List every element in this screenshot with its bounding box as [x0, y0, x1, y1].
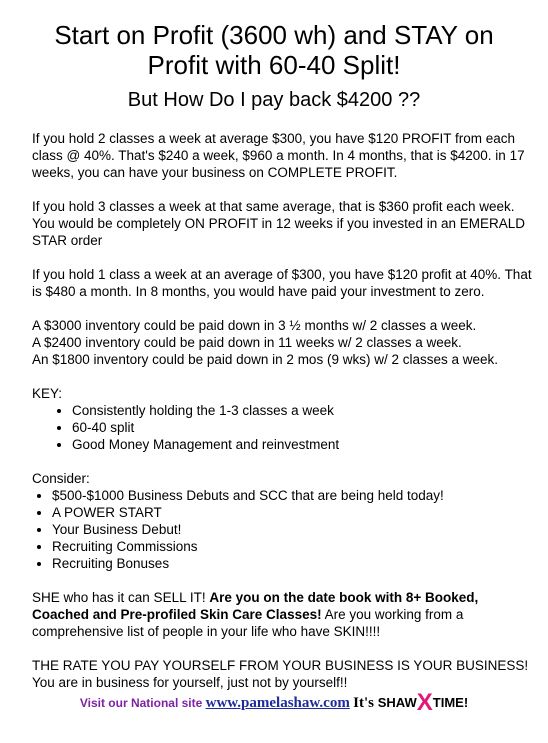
paragraph-one-class: If you hold 1 class a week at an average of $300, you have $120 profit at 40%. That is $480 a month. In 8 months, you would have paid your investment to zero. — [32, 267, 532, 299]
consider-item: • $500-$1000 Business Debuts and SCC that are being held today! — [52, 487, 532, 504]
sell-it-end-text: Are you working from a comprehensive list of people in your life who have SKIN!!!! — [32, 607, 464, 639]
sell-it-text: SHE who has it can SELL IT! — [32, 590, 210, 605]
website-link[interactable]: www.pamelashaw.com — [205, 695, 350, 711]
consider-item: • Recruiting Bonuses — [52, 555, 532, 572]
inventory-list — [32, 317, 532, 368]
consider-item: • A POWER START — [52, 504, 532, 521]
key-item: • Consistently holding the 1-3 classes a week — [72, 402, 532, 419]
paragraph-three-classes: If you hold 3 classes a week at that same average, that is $360 profit each week. You would be completely ON PROFIT in 12 weeks if you invested in an EMERALD STAR order — [32, 199, 525, 248]
footer-shaw-text: SHAW — [377, 695, 417, 710]
key-item: • 60-40 split — [72, 419, 532, 436]
page-title — [20, 20, 528, 80]
footer-time-text: TIME! — [432, 695, 469, 710]
consider-item: • Recruiting Commissions — [52, 538, 532, 555]
paragraph-two-classes: If you hold 2 classes a week at average $300, you have $120 PROFIT from each class @ 40%. That's $240 a week, $960 a month. In 4 months, that is $4200. in 17 weeks, you can have your business on COMPLETE PROFIT. — [32, 131, 525, 180]
key-list — [32, 402, 532, 453]
footer-its-text: It's — [353, 695, 378, 711]
document-body — [32, 130, 532, 708]
inventory-line: A $3000 inventory could be paid down in 3 ½ months w/ 2 classes a week. — [32, 318, 477, 333]
inventory-line: An $1800 inventory could be paid down in 2 mos (9 wks) w/ 2 classes a week. — [32, 352, 498, 367]
footer-x-logo: X — [416, 689, 433, 716]
title-line-2: Profit with 60-40 Split! — [147, 50, 401, 80]
page-subtitle: But How Do I pay back $4200 ?? — [127, 89, 421, 111]
footer — [0, 686, 548, 714]
key-item: • Good Money Management and reinvestment — [72, 436, 532, 453]
consider-list — [32, 487, 532, 572]
paragraph-rate: THE RATE YOU PAY YOURSELF FROM YOUR BUSINESS IS YOUR BUSINESS! You are in business for yourself, just not by yourself!! — [32, 658, 529, 690]
consider-item: • Your Business Debut! — [52, 521, 532, 538]
consider-label: Consider: — [32, 471, 90, 486]
paragraph-sell-it — [32, 589, 532, 640]
sell-it-bold-text: Are you on the date book with 8+ Booked, Coached and Pre-profiled Skin Care Classes! — [32, 590, 479, 622]
key-label: KEY: — [32, 386, 63, 401]
inventory-line: A $2400 inventory could be paid down in 11 weeks w/ 2 classes a week. — [32, 335, 462, 350]
footer-visit-text: Visit our National site — [79, 696, 206, 710]
title-line-1: Start on Profit (3600 wh) and STAY on — [54, 20, 494, 50]
